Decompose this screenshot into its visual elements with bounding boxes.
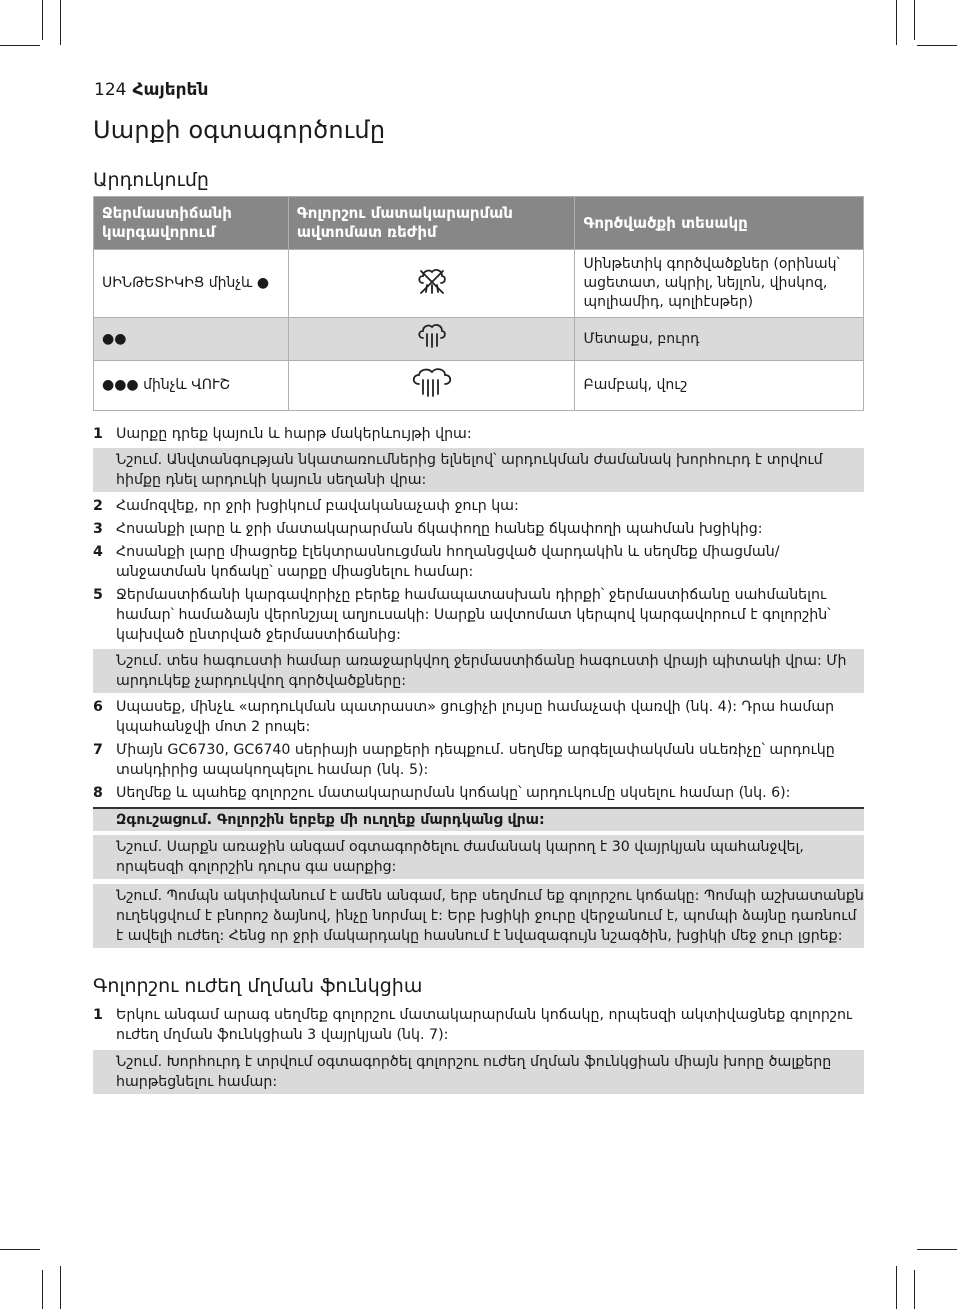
crop-mark — [914, 1270, 915, 1309]
crop-mark — [60, 1266, 61, 1309]
page-number: 124 — [94, 80, 127, 100]
crop-mark — [42, 0, 43, 40]
crop-mark — [0, 45, 40, 46]
crop-mark — [60, 0, 61, 45]
fabric-type: Մետաքս, բուրդ — [575, 318, 864, 361]
no-steam-icon — [415, 266, 449, 296]
note: Նշում. Խորհուրդ է տրվում օգտագործել գոլորշու ուժեղ մղման ֆունկցիան միայն խորը ծալքերը հարթեցնելու համար: — [93, 1050, 864, 1094]
section-heading-ironing: Արդուկումը — [93, 169, 209, 191]
note: Նշում. Անվտանգության նկատառումներից ելնելով՝ արդուկման ժամանակ խորհուրդ է տրվում հիմքը դնել արդուկի կայուն սեղանի վրա: — [93, 448, 864, 492]
crop-mark — [914, 0, 915, 40]
note: Նշում. Պոմպն ակտիվանում է ամեն անգամ, երբ սեղմում եք գոլորշու կոճակը: Պոմպի աշխատանքն ուղեկցվում է բնորոշ ձայնով, ինչը նորմալ է: Երբ խցիկի ջուրը վերջանում է, պոմպի ձայնը դառնում է ավելի ուժեղ: Հենց որ ջրի մակարդակը հասնում է նվազագույն նշագծին, խցիկի մեջ ջուր լցրեք: — [93, 884, 864, 948]
list-item: 4 Հոսանքի լարը միացրեք էլեկտրասնուցման հողանցված վարդակին և սեղմեք միացման/անջատման կոճակը՝ սարքը միացնելու համար: — [93, 544, 780, 580]
table-row — [94, 318, 864, 361]
temperature-setting: ●●● մինչև ՎՈՒՇ — [94, 361, 289, 411]
steam-mode-cell — [288, 318, 575, 361]
crop-mark — [896, 1266, 897, 1309]
list-item: 3 Հոսանքի լարը և ջրի մատակարարման ճկափողը հանեք ճկափողի պահման խցիկից: — [93, 521, 763, 537]
high-steam-icon — [410, 367, 454, 399]
page-header — [94, 80, 208, 100]
crop-mark — [917, 45, 957, 46]
fabric-type: Բամբակ, վուշ — [575, 361, 864, 411]
temperature-setting: ●● — [94, 318, 289, 361]
list-item: 1 Սարքը դրեք կայուն և հարթ մակերևույթի վրա: — [93, 426, 472, 442]
steam-mode-cell — [288, 250, 575, 318]
list-item: 7 Միայն GC6730, GC6740 սերիայի սարքերի դեպքում. սեղմեք արգելափակման սևեռիչը՝ արդուկը տակդիրից ապակողպելու համար (նկ. 5): — [93, 742, 835, 778]
column-header-temperature: Ջերմաստիճանի կարգավորում — [94, 197, 289, 250]
list-item: 1 Երկու անգամ արագ սեղմեք գոլորշու մատակարարման կոճակը, որպեսզի ակտիվացնեք գոլորշու ուժեղ մղման ֆունկցիան 3 վայրկյան (նկ. 7): — [93, 1007, 853, 1043]
column-header-fabric: Գործվածքի տեսակը — [575, 197, 864, 250]
boost-steps — [93, 1005, 864, 1094]
table-row — [94, 250, 864, 318]
note: Նշում. տես հագուստի համար առաջարկվող ջերմաստիճանը հագուստի վրայի պիտակի վրա: Մի արդուկեք չարդուկվող գործվածքները: — [93, 649, 864, 693]
list-item: 2 Համոզվեք, որ ջրի խցիկում բավականաչափ ջուր կա: — [93, 498, 519, 514]
steam-mode-cell — [288, 361, 575, 411]
section-heading-boost: Գոլորշու ուժեղ մղման ֆունկցիա — [93, 975, 423, 997]
page-title: Սարքի օգտագործումը — [93, 116, 386, 144]
crop-mark — [896, 0, 897, 45]
crop-mark — [0, 1249, 40, 1250]
ironing-settings-table — [93, 196, 864, 411]
table-header-row — [94, 197, 864, 250]
low-steam-icon — [415, 322, 449, 350]
crop-mark — [917, 1249, 957, 1250]
list-item: 8 Սեղմեք և պահեք գոլորշու մատակարարման կոճակը՝ արդուկումը սկսելու համար (նկ. 6): — [93, 785, 791, 801]
list-item: 5 Ջերմաստիճանի կարգավորիչը բերեք համապատասխան դիրքի՝ ջերմաստիճանը սահմանելու համար՝ համաձայն վերոնշյալ աղյուսակի: Սարքն ավտոմատ կերպով կարգավորում է գոլորշին՝ կախված ընտրված ջերմաստիճանից: — [93, 587, 831, 643]
fabric-type: Սինթետիկ գործվածքներ (օրինակ՝ ացետատ, ակրիլ, նեյլոն, վիսկոզ, պոլիամիդ, պոլիէսթեր) — [575, 250, 864, 318]
column-header-steam-mode: Գոլորշու մատակարարման ավտոմատ ռեժիմ — [288, 197, 575, 250]
list-item: 6 Սպասեք, մինչև «արդուկման պատրաստ» ցուցիչի լույսը համաչափ վառվի (նկ. 4): Դրա համար կպահանջվի մոտ 2 րոպե: — [93, 699, 835, 735]
table-row — [94, 361, 864, 411]
temperature-setting: ՍԻՆԹԵՏԻԿԻՑ մինչև ● — [94, 250, 289, 318]
ironing-steps — [93, 424, 864, 948]
note: Նշում. Սարքն առաջին անգամ օգտագործելու ժամանակ կարող է 30 վայրկյան պահանջվել, որպեսզի գոլորշին դուրս գա սարքից: — [93, 835, 864, 879]
page-language: Հայերեն — [132, 80, 209, 100]
crop-mark — [42, 1270, 43, 1309]
warning: Զգուշացում. Գոլորշին երբեք մի ուղղեք մարդկանց վրա: — [93, 807, 864, 831]
